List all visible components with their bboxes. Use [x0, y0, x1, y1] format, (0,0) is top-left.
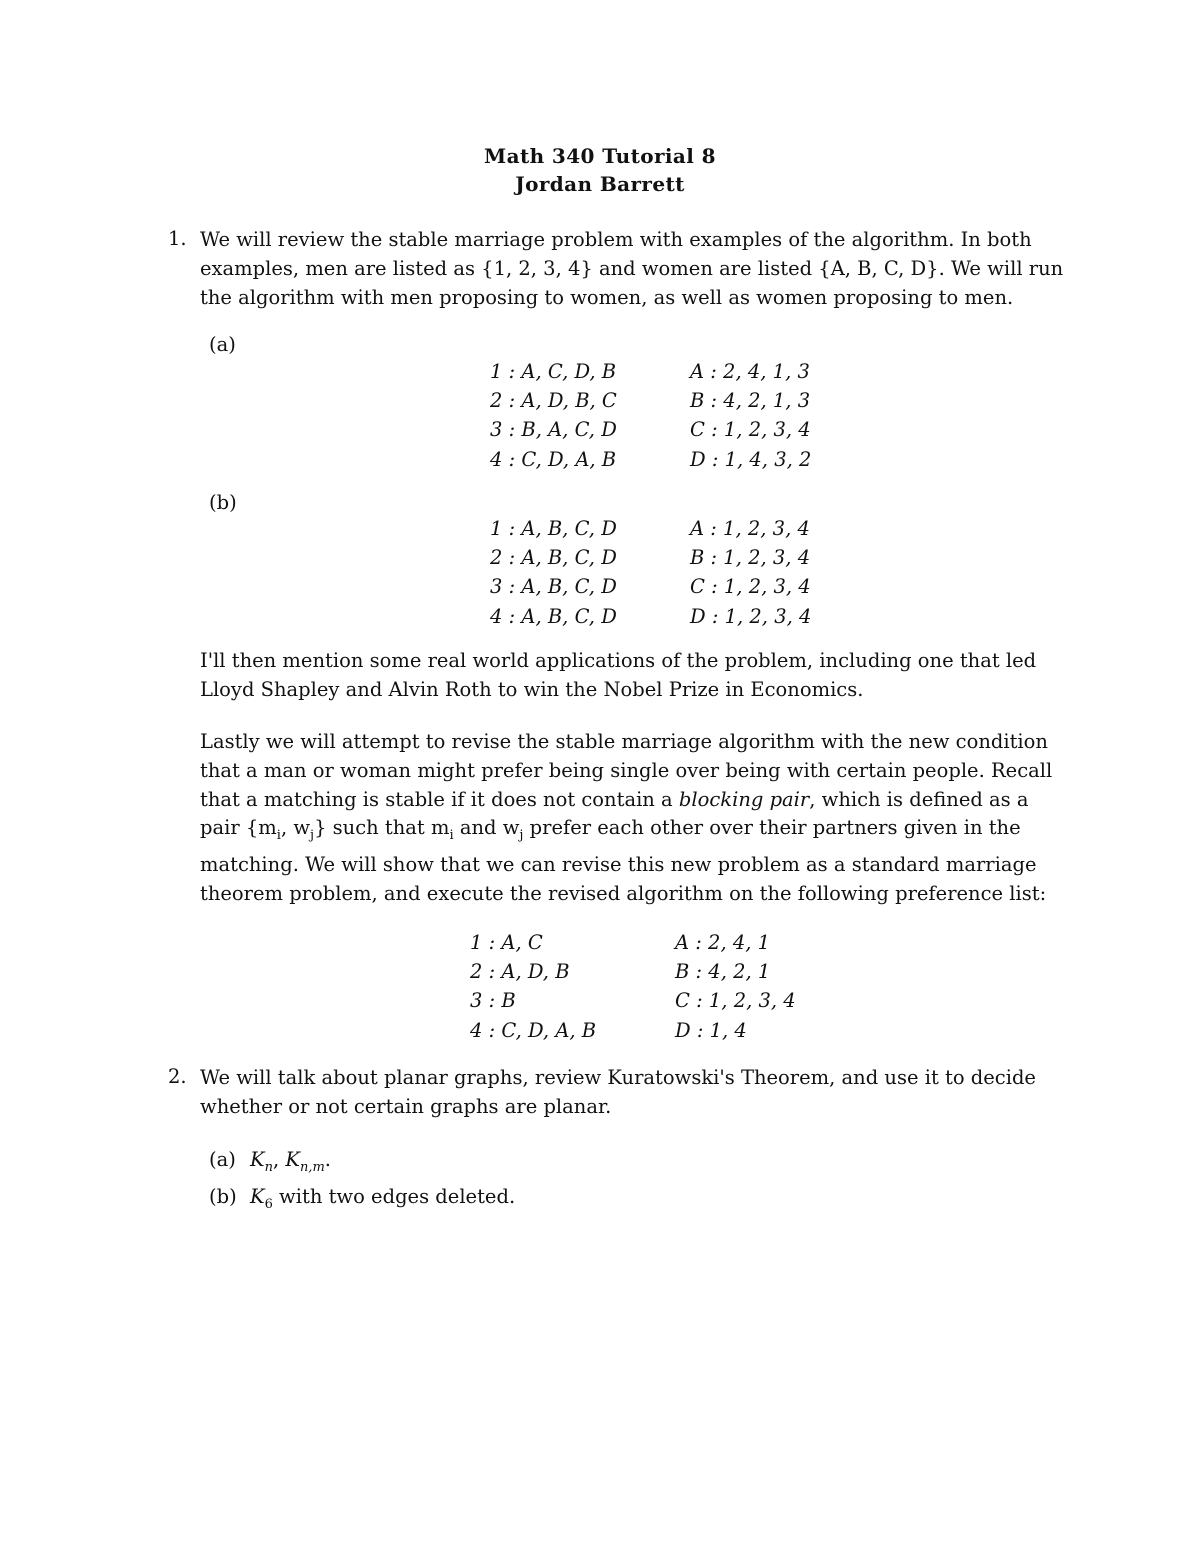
- women-pref: B : 1, 2, 3, 4: [690, 546, 811, 570]
- revise-text: , w: [280, 816, 311, 840]
- pref-row: [490, 572, 811, 601]
- q2-intro-line-2: whether or not certain graphs are planar.: [200, 1094, 612, 1118]
- pref-row: [490, 415, 811, 444]
- author-name: Jordan Barrett: [515, 172, 685, 196]
- subscript: 6: [264, 1196, 273, 1212]
- men-pref: 4 : C, D, A, B: [490, 447, 617, 471]
- women-pref: C : 1, 2, 3, 4: [690, 418, 811, 442]
- question-number-2: 2.: [168, 1065, 187, 1088]
- women-pref: A : 2, 4, 1, 3: [690, 360, 810, 383]
- men-pref: 3 : B, A, C, D: [490, 418, 617, 442]
- pref-row: [470, 986, 796, 1015]
- subscript: n: [264, 1159, 273, 1175]
- revise-line-2: that a man or woman might prefer being single over being with certain people. Recall: [200, 758, 1053, 782]
- applications-line-2: Lloyd Shapley and Alvin Roth to win the Nobel Prize in Economics.: [200, 677, 864, 701]
- q1-part-b-preferences: [490, 514, 811, 631]
- pref-row: [490, 543, 811, 572]
- subscript: j: [519, 828, 524, 844]
- revise-line-1: Lastly we will attempt to revise the stable marriage algorithm with the new condition: [200, 730, 1048, 753]
- q1-applications: [200, 647, 1070, 705]
- graph-k: K: [250, 1148, 265, 1171]
- blocking-pair-term: blocking pair: [678, 787, 810, 811]
- revise-text: , which is defined as a: [809, 787, 1029, 811]
- q2-part-b-label: (b): [209, 1185, 237, 1208]
- men-pref: 1 : A, C, D, B: [490, 360, 617, 383]
- subscript: j: [310, 828, 315, 844]
- women-pref: C : 1, 2, 3, 4: [675, 989, 796, 1013]
- q2-part-a: [250, 1146, 331, 1183]
- women-pref: B : 4, 2, 1, 3: [690, 389, 811, 413]
- men-pref: 3 : A, B, C, D: [490, 575, 617, 599]
- pref-row: [490, 386, 811, 415]
- women-pref: B : 4, 2, 1: [675, 960, 771, 984]
- men-pref: 2 : A, D, B: [470, 960, 570, 984]
- graph-k: K: [250, 1185, 265, 1208]
- question-number-1: 1.: [168, 227, 187, 250]
- part-b-text: with two edges deleted.: [272, 1185, 516, 1208]
- revise-line-4: [200, 814, 1070, 851]
- q1-part-b-label: (b): [209, 491, 237, 514]
- q1-revised-preferences: [470, 928, 796, 1045]
- women-pref: D : 1, 4: [675, 1018, 747, 1042]
- revise-text: and w: [453, 816, 520, 840]
- subscript: n,m: [299, 1159, 325, 1175]
- page-title: Math 340 Tutorial 8: [484, 144, 716, 168]
- q1-part-a-label: (a): [209, 333, 236, 356]
- q2-part-b: [250, 1183, 515, 1220]
- q1-intro-line-2: examples, men are listed as {1, 2, 3, 4} and women are listed {A, B, C, D}. We will run: [200, 256, 1064, 280]
- men-pref: 3 : B: [470, 989, 516, 1013]
- q1-intro-line-1: We will review the stable marriage problem with examples of the algorithm. In both: [200, 228, 1032, 251]
- period: .: [324, 1148, 331, 1171]
- men-pref: 4 : A, B, C, D: [490, 604, 617, 628]
- q2-intro-line-1: We will talk about planar graphs, review Kuratowski's Theorem, and use it to decide: [200, 1066, 1036, 1089]
- revise-text: that a matching is stable if it does not contain a: [200, 787, 673, 811]
- q2-part-a-label: (a): [209, 1148, 236, 1171]
- graph-k: K: [285, 1148, 300, 1171]
- subscript: i: [449, 828, 454, 844]
- applications-line-1: I'll then mention some real world applications of the problem, including one that led: [200, 649, 1037, 672]
- men-pref: 2 : A, B, C, D: [490, 546, 617, 570]
- subscript: i: [276, 828, 281, 844]
- revise-line-3: [200, 786, 1070, 815]
- pref-row: [490, 445, 811, 474]
- separator: ,: [272, 1148, 286, 1171]
- women-pref: A : 1, 2, 3, 4: [690, 517, 810, 540]
- q1-intro-line-3: the algorithm with men proposing to women, as well as women proposing to men.: [200, 285, 1014, 309]
- revise-text: prefer each other over their partners given in the: [523, 816, 1021, 840]
- pref-row: [490, 357, 811, 386]
- women-pref: C : 1, 2, 3, 4: [690, 575, 811, 599]
- q2-intro: [200, 1064, 1070, 1122]
- pref-row: [490, 602, 811, 631]
- revise-text: } such that m: [314, 816, 450, 840]
- men-pref: 4 : C, D, A, B: [470, 1018, 597, 1042]
- pref-row: [490, 514, 811, 543]
- revise-text: pair {m: [200, 816, 277, 840]
- q1-part-a-preferences: [490, 357, 811, 474]
- women-pref: D : 1, 2, 3, 4: [690, 604, 812, 628]
- revise-line-5: matching. We will show that we can revise this new problem as a standard marriage: [200, 853, 1037, 877]
- revise-line-6: theorem problem, and execute the revised algorithm on the following preference list:: [200, 881, 1047, 905]
- pref-row: [470, 1016, 796, 1045]
- q1-revise-paragraph: [200, 728, 1070, 909]
- pref-row: [470, 957, 796, 986]
- women-pref: A : 2, 4, 1: [675, 931, 771, 954]
- men-pref: 2 : A, D, B, C: [490, 389, 617, 413]
- women-pref: D : 1, 4, 3, 2: [690, 447, 812, 471]
- pref-row: [470, 928, 796, 957]
- men-pref: 1 : A, C: [470, 931, 543, 954]
- q1-intro: [200, 226, 1070, 312]
- men-pref: 1 : A, B, C, D: [490, 517, 617, 540]
